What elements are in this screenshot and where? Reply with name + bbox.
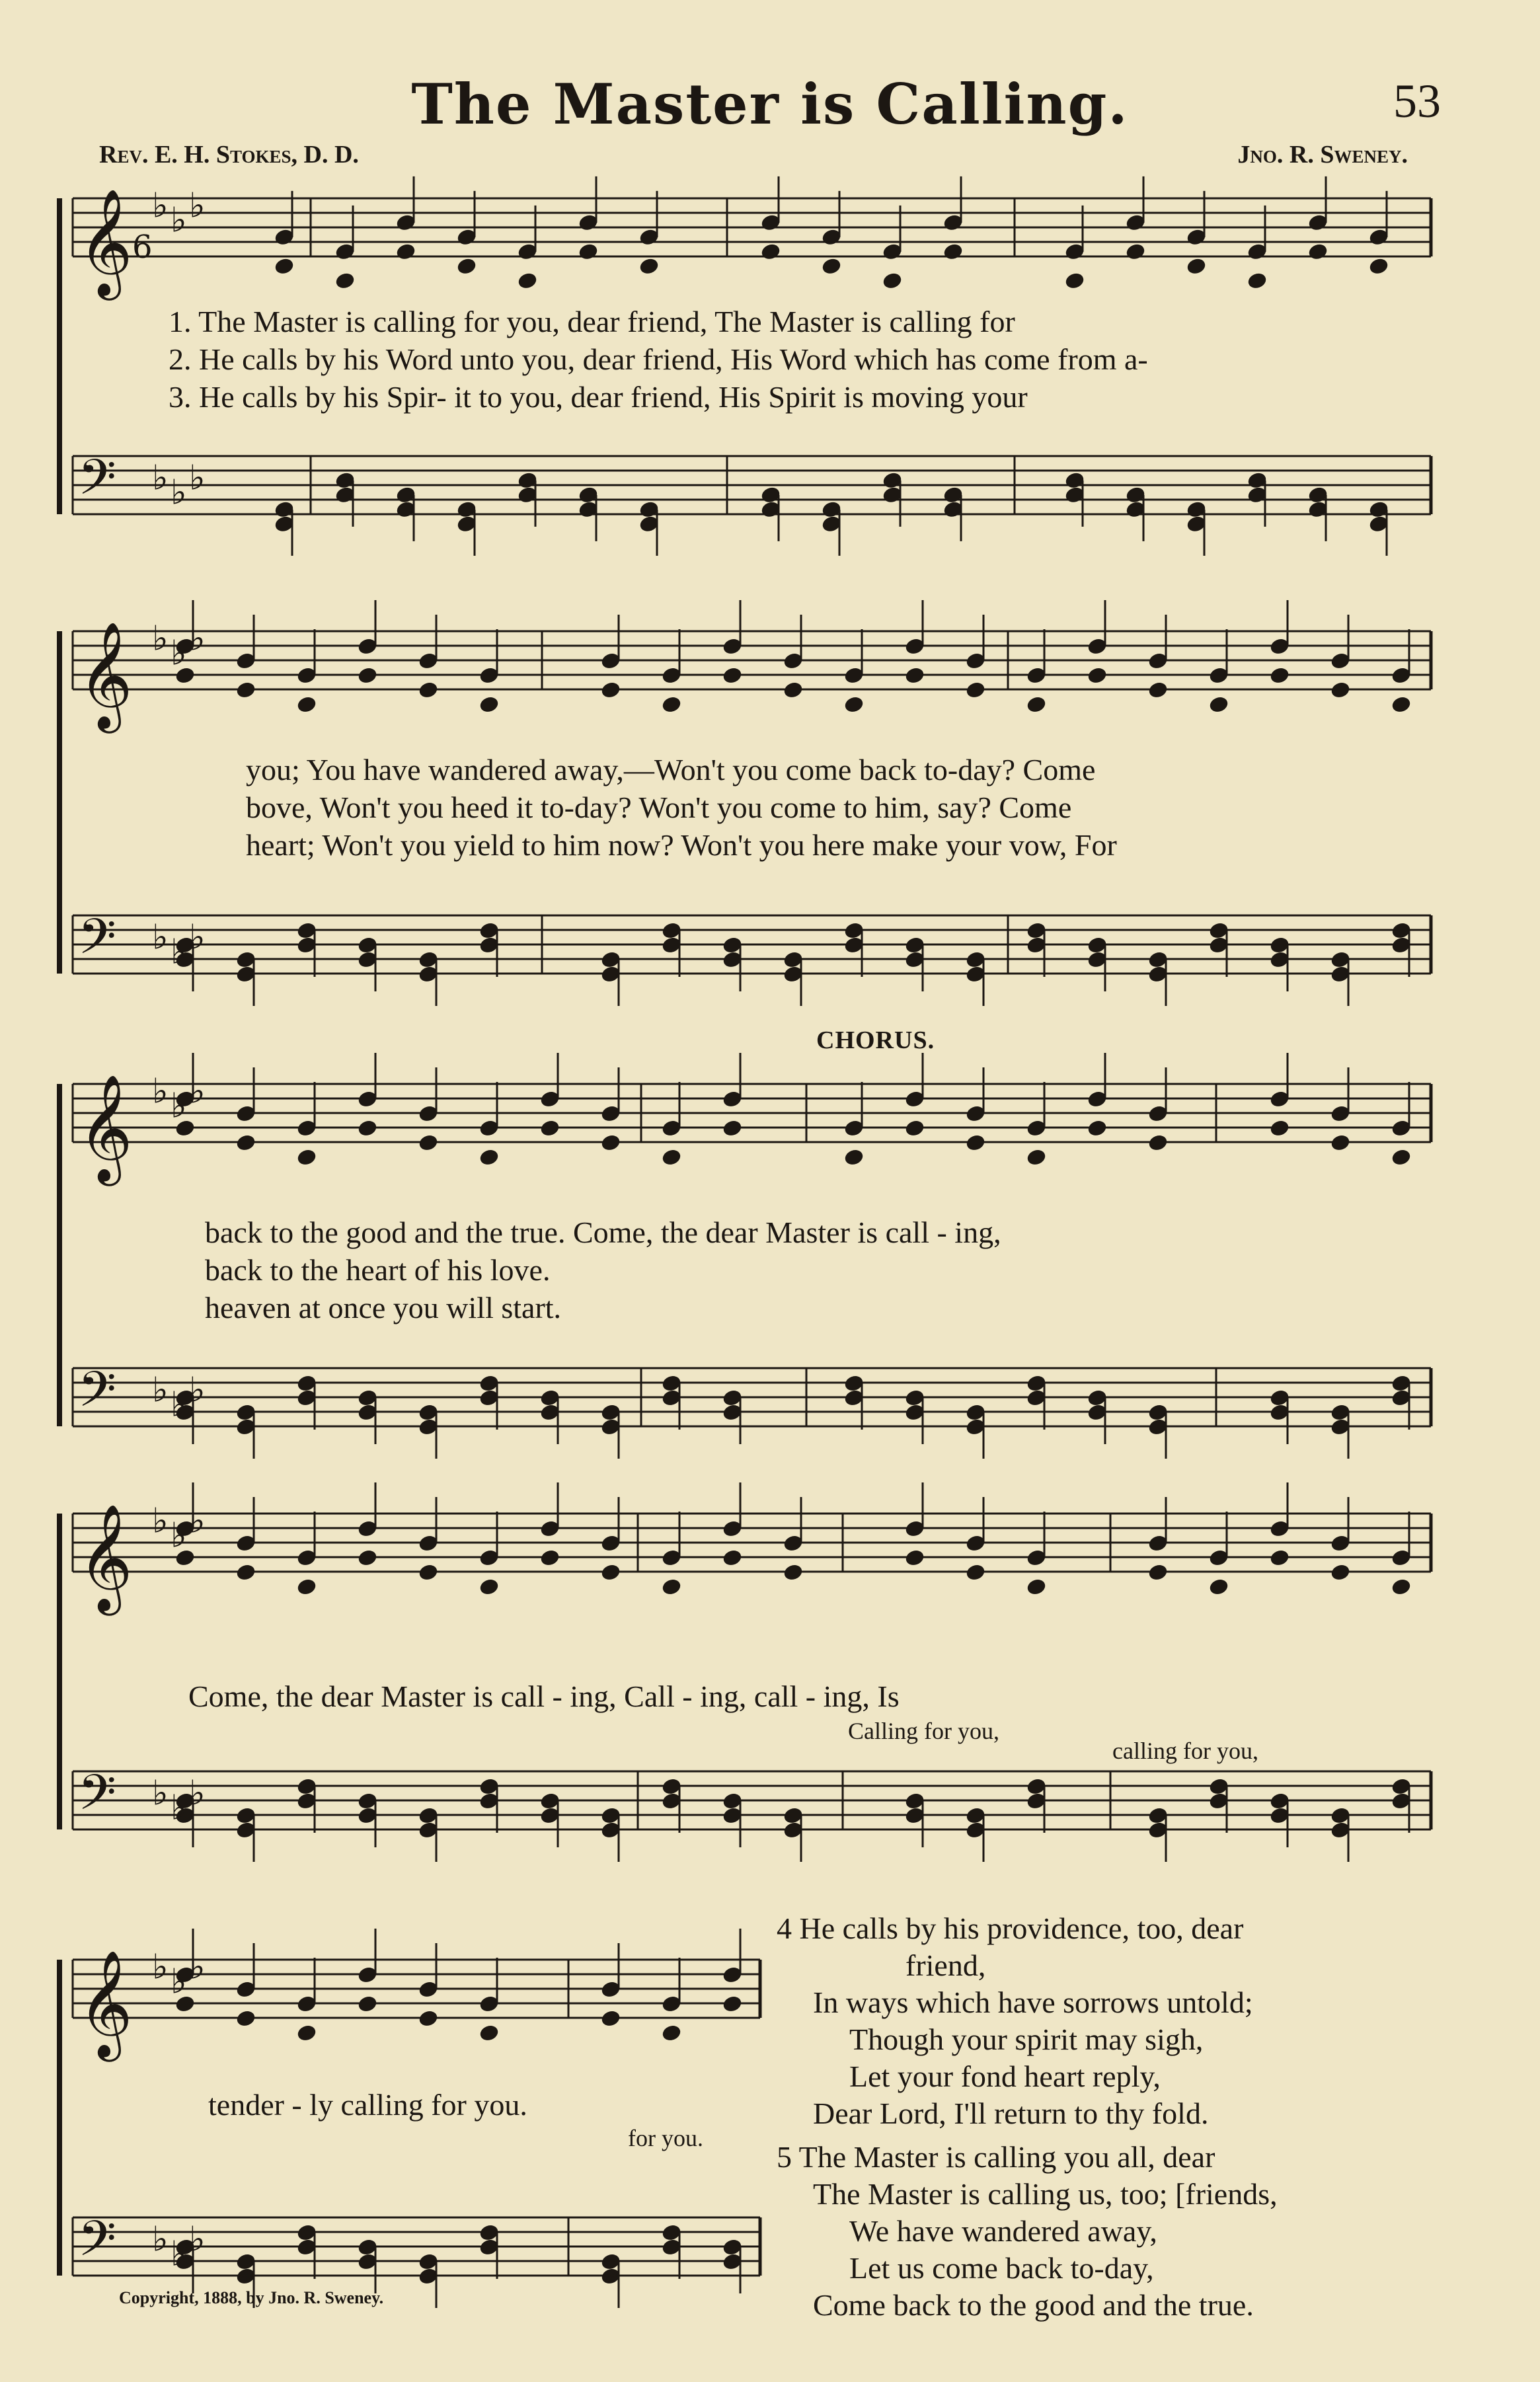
svg-text:♭: ♭ [189,2219,206,2260]
svg-text:𝄢: 𝄢 [78,1764,116,1833]
svg-text:𝄞: 𝄞 [78,1074,133,1182]
svg-text:𝄢: 𝄢 [78,1361,116,1430]
svg-text:𝄢: 𝄢 [78,908,116,978]
verse-line: Come back to the good and the true. [813,2288,1254,2322]
verse-line: Let your fond heart reply, [849,2059,1161,2093]
svg-text:♭: ♭ [171,200,187,241]
page-number: 53 [1393,75,1441,128]
verse-5 [777,2139,1278,2324]
chorus-line: Come, the dear Master is call - ing, Call - ing, call - ing, Is [188,1679,900,1713]
svg-text:𝄞: 𝄞 [78,188,133,296]
verse2-line: 2. He calls by his Word unto you, dear friend, His Word which has come from a- [169,342,1148,376]
alto-lyric: Calling for you, [848,1718,999,1744]
chorus-line: back to the good and the true. Come, the dear Master is call - ing, [205,1215,1001,1249]
svg-text:♭: ♭ [189,619,206,659]
verse-line: Let us come back to-day, [849,2251,1154,2285]
svg-text:♭: ♭ [152,1071,169,1112]
svg-text:♭: ♭ [189,1947,206,1987]
svg-text:𝄞: 𝄞 [78,621,133,729]
svg-text:♭: ♭ [171,1086,187,1126]
verse-line: In ways which have sorrows untold; [813,1985,1253,2019]
page-title: The Master is Calling. [411,71,1129,137]
verse-4 [777,1910,1253,2132]
svg-text:♭: ♭ [171,1385,187,1425]
svg-text:♭: ♭ [189,1773,206,1814]
verse-line: 4 He calls by his providence, too, dear [777,1911,1244,1945]
svg-text:♭: ♭ [171,1962,187,2002]
lyricist-credit: Rev. E. H. Stokes, D. D. [99,141,359,169]
svg-text:♭: ♭ [152,1947,169,1987]
svg-text:♭: ♭ [171,1788,187,1828]
svg-text:𝄢: 𝄢 [78,2210,116,2280]
verse-line: friend, [905,1948,986,1982]
svg-text:♭: ♭ [152,2219,169,2260]
verse3-line: heart; Won't you yield to him now? Won't you here make your vow, For [246,828,1117,862]
svg-text:𝄞: 𝄞 [78,1950,133,2057]
svg-text:♭: ♭ [152,458,169,498]
chorus-line: tender - ly calling for you. [208,2088,527,2122]
svg-text:♭: ♭ [171,2234,187,2274]
svg-text:𝄢: 𝄢 [78,449,116,518]
verse2-line: back to the heart of his love. [205,1253,551,1287]
verse3-line: heaven at once you will start. [205,1291,562,1325]
svg-text:♭: ♭ [171,1516,187,1556]
alto-lyric: calling for you, [1112,1738,1258,1764]
svg-text:♭: ♭ [171,473,187,513]
verse-line: The Master is calling us, too; [friends, [813,2177,1278,2211]
copyright-notice: Copyright, 1888, by Jno. R. Sweney. [119,2288,384,2307]
verse-line: 5 The Master is calling you all, dear [777,2140,1215,2174]
svg-text:♭: ♭ [189,1071,206,1112]
verse-line: We have wandered away, [849,2214,1157,2248]
chorus-label: CHORUS. [816,1026,935,1054]
svg-text:♭: ♭ [189,1501,206,1541]
svg-text:♭: ♭ [152,186,169,226]
verse1-line: you; You have wandered away,—Won't you come back to-day? Come [246,753,1096,787]
svg-text:6: 6 [132,229,153,266]
svg-text:♭: ♭ [189,1370,206,1410]
svg-text:♭: ♭ [189,917,206,958]
verse-line: Though your spirit may sigh, [849,2022,1204,2056]
svg-text:♭: ♭ [152,917,169,958]
verse2-line: bove, Won't you heed it to-day? Won't you come to him, say? Come [246,790,1072,824]
svg-text:♭: ♭ [171,932,187,972]
svg-text:♭: ♭ [171,633,187,673]
verse3-line: 3. He calls by his Spir- it to you, dear friend, His Spirit is moving your [169,380,1028,414]
svg-text:♭: ♭ [189,458,206,498]
composer-credit: Jno. R. Sweney. [1237,141,1408,169]
svg-text:♭: ♭ [152,619,169,659]
alto-lyric: for you. [628,2125,703,2151]
svg-text:𝄞: 𝄞 [78,1504,133,1611]
svg-text:♭: ♭ [152,1370,169,1410]
svg-text:♭: ♭ [152,1773,169,1814]
svg-text:♭: ♭ [189,186,206,226]
verse1-line: 1. The Master is calling for you, dear friend, The Master is calling for [169,305,1015,338]
verse-line: Dear Lord, I'll return to thy fold. [813,2096,1209,2130]
svg-text:♭: ♭ [152,1501,169,1541]
